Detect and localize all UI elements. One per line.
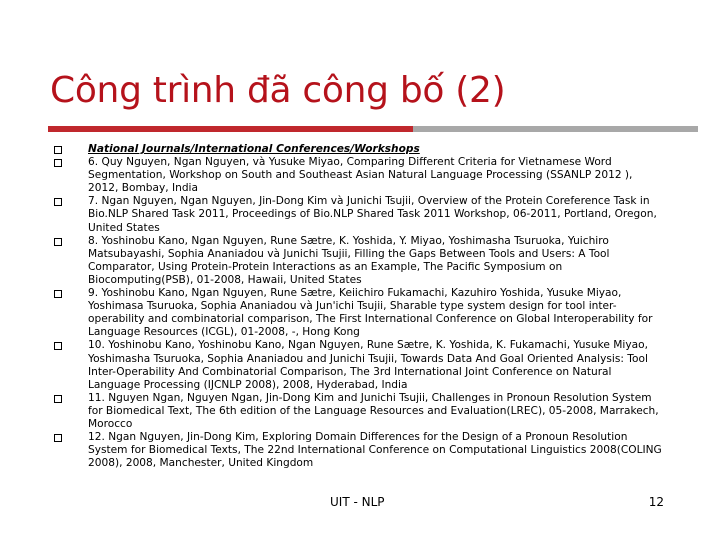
publication-text: 11. Nguyen Ngan, Nguyen Ngan, Jin-Dong Kim and Junichi Tsujii, Challenges in Pronoun Resolution System for Biomedical Text, The 6th edition of the Language Resources and Evaluation(LREC), 05-2008, Marrakech, Morocco <box>88 391 659 430</box>
title-divider <box>48 126 698 132</box>
section-heading: National Journals/International Conferences/Workshops <box>88 143 420 155</box>
list-item <box>50 431 665 470</box>
publication-text: 6. Quy Nguyen, Ngan Nguyen, và Yusuke Miyao, Comparing Different Criteria for Vietnamese Word Segmentation, Workshop on South and Southeast Asian Natural Language Processing (SSANLP 2012 ), 2012, Bombay, India <box>88 156 633 195</box>
list-item <box>50 235 665 287</box>
slide-title: Công trình đã công bố (2) <box>50 70 506 111</box>
publication-text: 9. Yoshinobu Kano, Ngan Nguyen, Rune Sætre, Keiichiro Fukamachi, Kazuhiro Yoshida, Yusuke Miyao, Yoshimasa Tsuruoka, Sophia Ananiadou và Jun'ichi Tsujii, Sharable type system design for tool inter-operability and combinatorial comparison, The First International Conference on Global Interoperability for Language Resources (ICGL), 01-2008, -, Hong Kong <box>88 287 653 339</box>
publication-list <box>50 143 665 470</box>
square-bullet-icon <box>54 434 62 442</box>
list-item <box>50 143 665 156</box>
publication-text: 8. Yoshinobu Kano, Ngan Nguyen, Rune Sætre, K. Yoshida, Y. Miyao, Yoshimasha Tsuruoka, Yuichiro Matsubayashi, Sophia Ananiadou và Junichi Tsujii, Filling the Gaps Between Tools and Users: A Tool Comparator, Using Protein-Protein Interactions as an Example, The Pacific Symposium on Biocomputing(PSB), 01-2008, Hawaii, United States <box>88 234 610 286</box>
publication-text: 12. Ngan Nguyen, Jin-Dong Kim, Exploring Domain Differences for the Design of a Pronoun Resolution System for Biomedical Texts, The 22nd International Conference on Computational Linguistics 2008(COLING 2008), 2008, Manchester, United Kingdom <box>88 431 662 470</box>
square-bullet-icon <box>54 159 62 167</box>
square-bullet-icon <box>54 290 62 298</box>
list-item <box>50 287 665 339</box>
divider-accent-segment <box>48 126 413 132</box>
list-item <box>50 156 665 195</box>
publication-text: 7. Ngan Nguyen, Ngan Nguyen, Jin-Dong Kim và Junichi Tsujii, Overview of the Protein Coreference Task in Bio.NLP Shared Task 2011, Proceedings of Bio.NLP Shared Task 2011 Workshop, 06-2011, Portland, Oregon, United States <box>88 195 657 234</box>
list-item <box>50 392 665 431</box>
footer-label: UIT - NLP <box>330 495 385 509</box>
publication-text: 10. Yoshinobu Kano, Yoshinobu Kano, Ngan Nguyen, Rune Sætre, K. Yoshida, K. Fukamachi, Yusuke Miyao, Yoshimasha Tsuruoka, Sophia Ananiadou and Junichi Tsujii, Towards Data And Goal Oriented Analysis: Tool Inter-Operability And Combinatorial Comparison, The 3rd International Joint Conference on Natural Language Processing (IJCNLP 2008), 2008, Hyderabad, India <box>88 339 648 391</box>
list-item <box>50 195 665 234</box>
square-bullet-icon <box>54 238 62 246</box>
square-bullet-icon <box>54 395 62 403</box>
square-bullet-icon <box>54 342 62 350</box>
square-bullet-icon <box>54 198 62 206</box>
divider-gray-segment <box>413 126 698 132</box>
list-item <box>50 339 665 391</box>
square-bullet-icon <box>54 146 62 154</box>
page-number: 12 <box>648 495 664 509</box>
